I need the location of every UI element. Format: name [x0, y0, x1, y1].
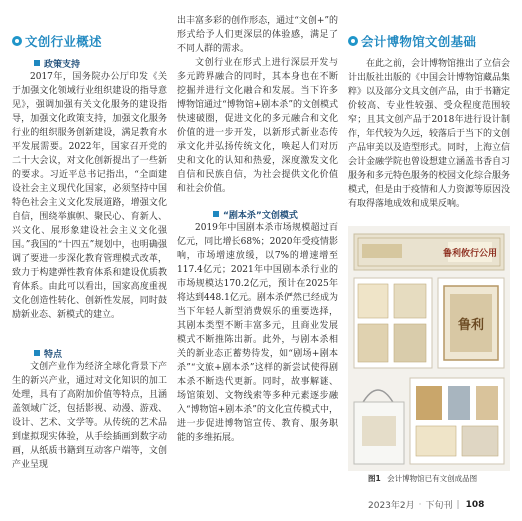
square-bullet-icon	[34, 60, 40, 66]
figure-label: 图1	[368, 474, 381, 483]
footer-separator: ·	[418, 499, 422, 510]
bookmark-text: 鲁利攸行公用	[442, 249, 498, 259]
section-bullet-icon	[12, 36, 22, 46]
page-footer	[368, 498, 484, 511]
footer-date: 2023年2月	[368, 501, 415, 511]
footer-page-number: 108	[465, 499, 485, 510]
section-bullet-icon	[348, 36, 358, 46]
paragraph-features: 文创产业作为经济全球化背景下产生的新兴产业，通过对文化知识的加工处理，具有了高附加价值等特点，且涵盖领域广泛，包括影视、动漫、游戏、设计、艺术、文学等。从传统的艺术品到虚拟现实体验，从手绘插画到数字动画，从纸质书籍到互动客户端等，文创产业呈现	[12, 362, 167, 470]
paragraph-script-kill-market: 2019年中国剧本杀市场规模超过百亿元，同比增长68%；2020年受疫情影响，市场增速放缓，以7%的增速增至117.4亿元；2021年中国剧本杀行业的市场规模达170.2亿元，预计在2025年将达到448.1亿元。剧本杀俨然已经成为当下年轻人新型消费娱乐的重要选择，其剧本类型不断丰富多元，且商业发展模式不断推陈出新。此外，与剧本杀相关的新业态正蓄势待发，如“剧场+剧本杀”“文旅+剧本杀”这样的新尝试使得剧本杀不断迭代更新。同时，故事解谜、场馆策划、文物线索等多种元素逐步融入“博物馆+剧本杀”的文化宣传模式中，进一步促进博物馆宣传、教育、服务职能的多维拓展。	[177, 223, 338, 443]
paragraph-policy: 2017年，国务院办公厅印发《关于加强文化领域行业组织建设的指导意见》，强调加强有关文化服务的建设指导，加强文化政策支持，加强文化服务行业的组织服务创新建设，满足教育水平发展需要。2022年，国家召开党的二十大会议，对文化创新提出了一些新的要求。习近平总书记指出，“全面建设社会主义现代化国家，必须坚持中国特色社会主义文化发展道路，增强文化自信，围绕举旗帜、聚民心、育新人、兴文化、展形象建设社会主义文化强国。”我国的“十四五”规划中，也明确强调了要进一步深化教育管理模式改革，致力于构建弹性教育体系和建设优质教育体系。由此可以看出，国家高度重视文化创造性转化、创新性发展，同时鼓励新业态、新模式的建立。	[12, 72, 167, 320]
square-bullet-icon	[213, 211, 219, 217]
subheading-features	[34, 346, 62, 360]
section-heading-text: 文创行业概述	[25, 34, 102, 49]
subheading-text: “剧本杀”文创模式	[223, 210, 298, 221]
plate-text: 鲁利	[457, 318, 485, 333]
subheading-text: 特点	[44, 349, 63, 360]
section-heading-text: 会计博物馆文创基础	[361, 34, 477, 49]
footer-separator-bar: |	[456, 499, 460, 510]
section-heading-industry-overview	[12, 33, 102, 49]
footer-journal: 下旬刊	[425, 501, 453, 511]
subheading-script-kill	[213, 207, 298, 221]
bookmark-product-image	[354, 234, 504, 270]
subheading-policy	[34, 56, 80, 70]
tote-bag-product-image	[354, 390, 404, 464]
paragraph-museum-script: 文创行业在形式上进行深层开发与多元跨界融合的同时，其本身也在不断挖掘并进行文化融合和发展。当下许多博物馆通过“博物馆+剧本杀”的文创模式快速破圈，促进文化的多元融合和文化价值的进一步开发，以新形式新业态传承文化并弘扬传统文化，唤起人们对历史和文化的认知和热爱，深度激发文化自信和民族自信，为社会提供文化价值和社会价值。	[177, 58, 338, 194]
figure-caption-text: 会计博物馆已有文创成品图	[387, 474, 478, 483]
stamp-set-product-image	[354, 278, 432, 368]
paragraph-features-continued: 出丰富多彩的创作形态，通过“文创+”的形式给予人们更深层的体验感，满足了不同人群的需求。	[177, 16, 338, 54]
section-heading-museum-basis	[348, 33, 476, 49]
square-bullet-icon	[34, 350, 40, 356]
figure-museum-products	[348, 226, 510, 471]
small-items-product-image	[410, 378, 504, 464]
product-photo-collage	[348, 226, 510, 471]
figure-caption	[368, 473, 477, 484]
subheading-text: 政策支持	[44, 59, 81, 70]
paragraph-museum-intro: 在此之前，会计博物馆推出了立信会计出版社出版的《中国会计博物馆藏品集粹》以及部分文具文创产品，由于书籍定价较高、专业性较强、受众程度范围较窄；且其文创产品于2018年进行设计制作，年代较为久远，较落后于当下的文创产品审美以及造型形式。同时，上海立信会计金融学院也曾设想建立涵盖书香自习服务和多元特色服务的校园文化综合服务模式，但是由于疫情和人力资源等原因没有取得落地成效和成果反响。	[348, 59, 511, 209]
plate-product-image	[438, 278, 504, 368]
